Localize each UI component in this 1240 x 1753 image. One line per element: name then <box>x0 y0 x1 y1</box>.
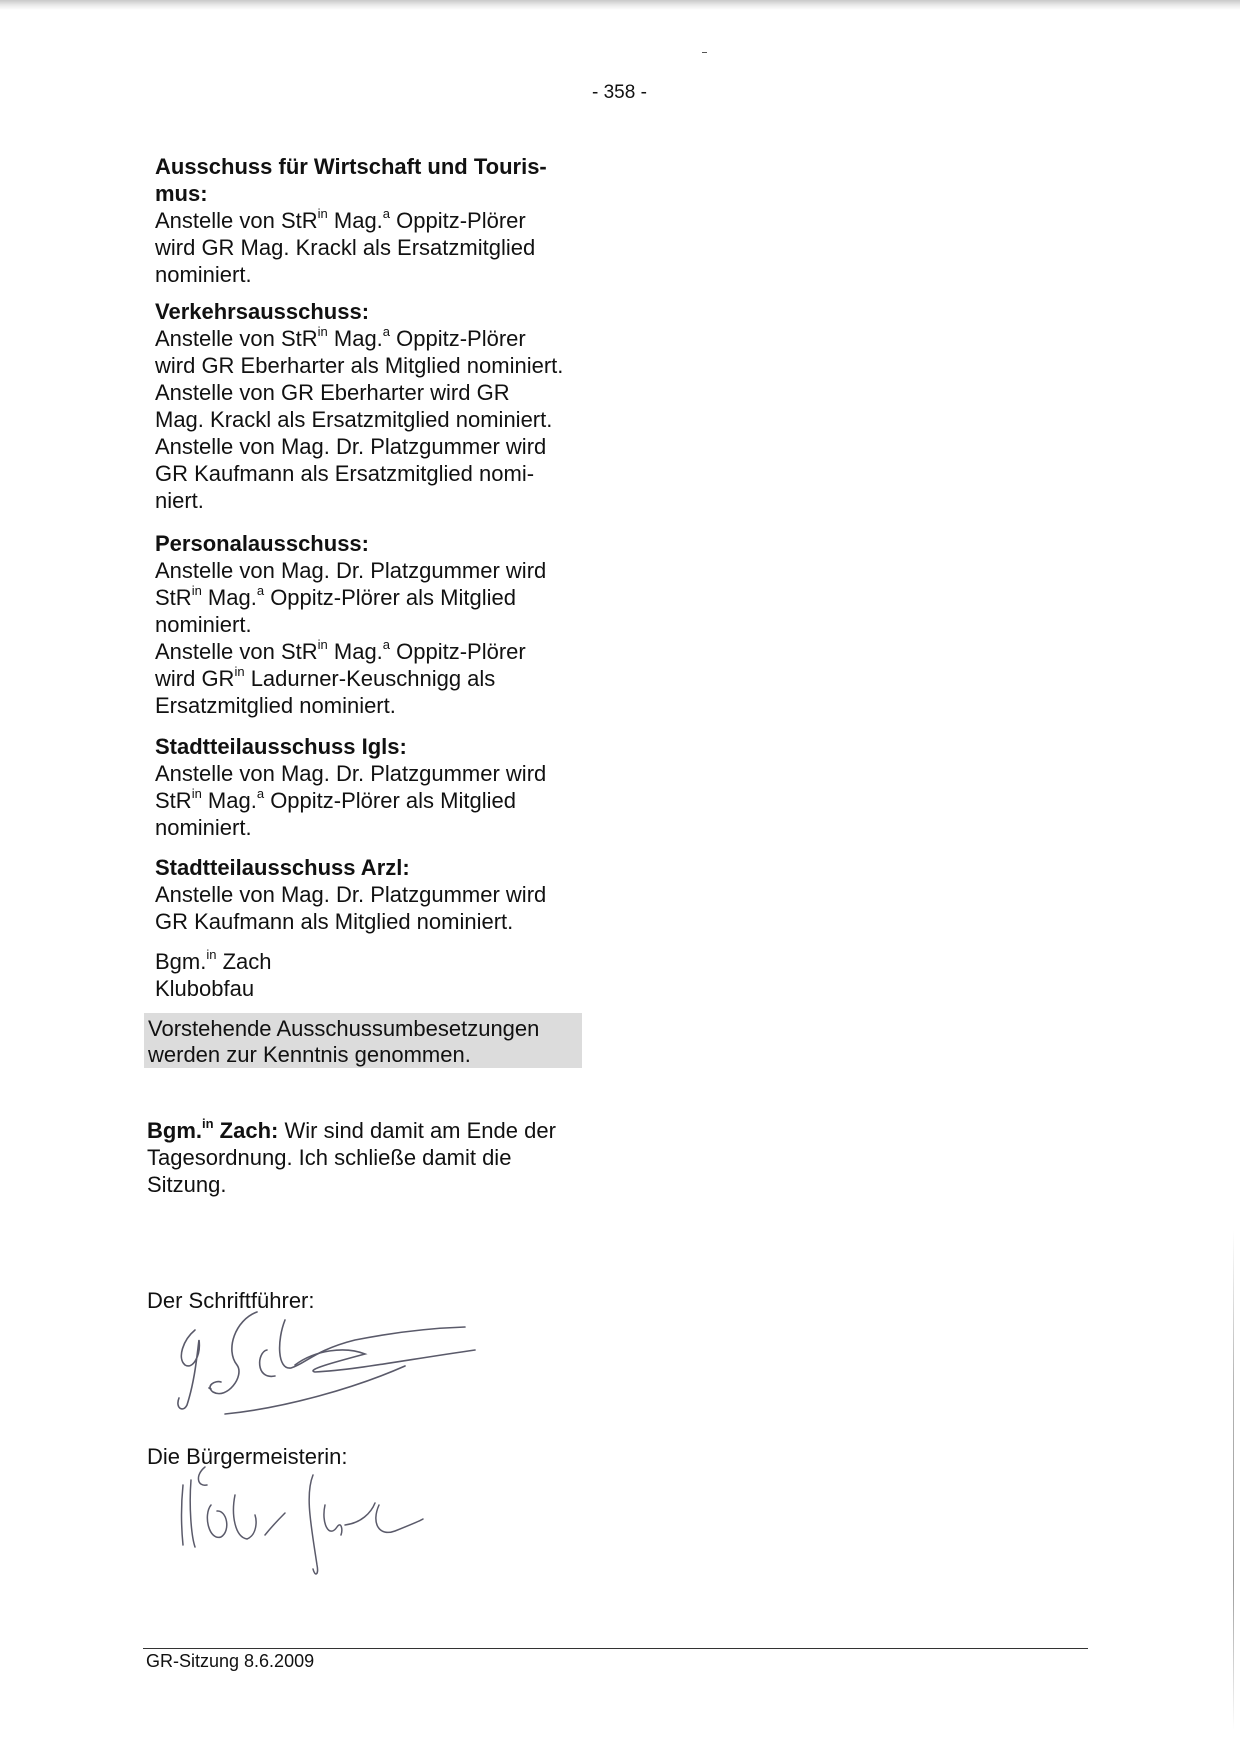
section-heading: Verkehrsausschuss: <box>155 299 370 324</box>
scan-speck <box>702 52 707 53</box>
speaker-name: Bgm.$^{in}$ Zach: <box>147 1115 279 1143</box>
submitter-block <box>155 948 585 1002</box>
scribe-label: Der Schriftführer: <box>147 1288 315 1313</box>
section-line: niert. <box>155 488 204 513</box>
decision-line: Vorstehende Ausschussumbesetzungen <box>148 1016 540 1041</box>
scan-edge-right <box>1233 1230 1234 1730</box>
section-stadtteilausschuss-arzl <box>155 854 585 935</box>
section-line: Mag. Krackl als Ersatzmitglied nominiert. <box>155 407 553 432</box>
section-line: GR Kaufmann als Mitglied nominiert. <box>155 909 514 934</box>
section-line: Anstelle von Mag. Dr. Platzgummer wird <box>155 434 547 459</box>
decision-line: werden zur Kenntnis genommen. <box>148 1042 471 1067</box>
scan-edge-top <box>0 0 1240 10</box>
closing-line: Sitzung. <box>147 1172 227 1197</box>
section-line: Anstelle von Mag. Dr. Platzgummer wird <box>155 558 547 583</box>
section-line: GR Kaufmann als Ersatzmitglied nomi- <box>155 461 535 486</box>
section-line: StR$^{in}$ Mag.$^a$ Oppitz-Plörer als Mitglied <box>155 582 516 610</box>
closing-line: Tagesordnung. Ich schließe damit die <box>147 1145 512 1170</box>
section-line: Anstelle von Mag. Dr. Platzgummer wird <box>155 761 547 786</box>
section-line: nominiert. <box>155 815 252 840</box>
section-line: Ersatzmitglied nominiert. <box>155 693 396 718</box>
section-heading: Stadtteilausschuss Arzl: <box>155 855 410 880</box>
section-heading: Ausschuss für Wirtschaft und Touris- mus: <box>155 154 547 206</box>
section-line: nominiert. <box>155 612 252 637</box>
section-verkehrsausschuss <box>155 298 585 514</box>
section-line: Anstelle von Mag. Dr. Platzgummer wird <box>155 882 547 907</box>
section-line: StR$^{in}$ Mag.$^a$ Oppitz-Plörer als Mitglied <box>155 785 516 813</box>
footer-divider <box>143 1648 1088 1649</box>
section-personalausschuss <box>155 530 585 719</box>
section-line: Anstelle von StR$^{in}$ Mag.$^a$ Oppitz-Plörer <box>155 323 526 351</box>
section-stadtteilausschuss-igls <box>155 733 585 841</box>
section-line: wird GR Eberharter als Mitglied nominiert. <box>155 353 564 378</box>
section-wirtschaft-tourismus <box>155 153 585 288</box>
decision-highlight <box>144 1013 582 1068</box>
scribe-signature <box>165 1310 495 1415</box>
section-line: wird $GR^{in}$ Ladurner-Keuschnigg als <box>155 663 496 691</box>
section-heading: Stadtteilausschuss Igls: <box>155 734 407 759</box>
section-line: Anstelle von StR$^{in}$ Mag.$^a$ Oppitz-Plörer <box>155 205 526 233</box>
submitter-org: Klubobfau <box>155 976 255 1001</box>
section-line: Anstelle von StR$^{in}$ Mag.$^a$ Oppitz-Plörer <box>155 636 526 664</box>
mayor-label: Die Bürgermeisterin: <box>147 1444 348 1469</box>
footer-text: GR-Sitzung 8.6.2009 <box>146 1651 315 1671</box>
closing-statement <box>147 1117 587 1198</box>
section-heading: Personalausschuss: <box>155 531 369 556</box>
closing-line: Bgm.$^{in}$ Zach: Wir sind damit am Ende der <box>147 1115 556 1143</box>
section-line: Anstelle von GR Eberharter wird GR <box>155 380 510 405</box>
section-line: nominiert. <box>155 262 252 287</box>
page-number: - 358 - <box>592 82 647 103</box>
submitter-name: Bgm.$^{in}$ Zach <box>155 946 272 974</box>
section-line: wird GR Mag. Krackl als Ersatzmitglied <box>155 235 536 260</box>
mayor-signature <box>165 1465 475 1580</box>
